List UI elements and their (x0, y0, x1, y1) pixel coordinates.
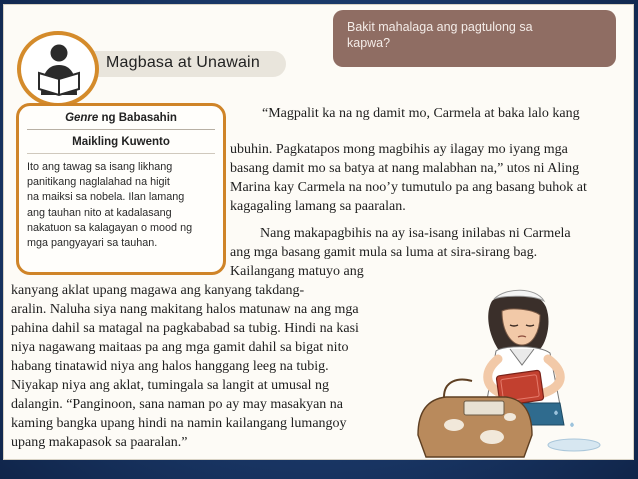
story-line: kanyang aklat upang magawa ang kanyang takdang- (11, 283, 305, 298)
genre-description-line: panitikang naglalahad na higit (27, 176, 170, 189)
story-line: ang mga basang gamit mula sa luma at sira-sirang bag. (230, 245, 538, 260)
story-line: Nang makapagbihis na ay isa-isang inilabas ni Carmela (260, 226, 571, 241)
story-line: basang damit mo sa batya at nang malabhan na,” utos ni Aling (230, 161, 580, 176)
genre-info-box (16, 103, 226, 275)
genre-heading-italic: Genre (65, 112, 99, 124)
story-line: Marina kay Carmela na noo’y tumutulo pa ang basang buhok at (230, 180, 587, 195)
story-line: kaming bangka upang hindi na namin kailangang lumangoy (11, 416, 347, 431)
story-line: habang tinatawid niya ang halos hanggang leeg na tubig. (11, 359, 329, 374)
genre-heading (27, 112, 215, 130)
reading-person-icon (33, 43, 85, 99)
story-line: “Magpalit ka na ng damit mo, Carmela at baka lalo kang (262, 106, 580, 121)
story-line: ubuhin. Pagkatapos mong magbihis ay ilagay mo iyang mga (230, 142, 568, 157)
story-line: aralin. Naluha siya nang makitang halos matunaw na ang mga (11, 302, 359, 317)
story-line: upang makapasok sa paaralan.” (11, 435, 188, 450)
guide-question-box (333, 10, 616, 67)
genre-description-line: mga pangyayari sa tauhan. (27, 237, 158, 250)
genre-description-line: nakatuon sa kalagayan o mood ng (27, 221, 193, 234)
reader-badge (17, 31, 99, 107)
section-header (90, 51, 286, 77)
genre-heading-rest: ng Babasahin (98, 112, 177, 124)
girl-with-wet-book-illustration (414, 285, 604, 460)
guide-question-line-1: Bakit mahalaga ang pagtulong sa (347, 20, 533, 34)
guide-question-line-2: kapwa? (347, 36, 391, 50)
story-line: Kailangang matuyo ang (230, 264, 364, 279)
genre-description-line: ang tauhan nito at kadalasang (27, 206, 172, 219)
genre-description-line: Ito ang tawag sa isang likhang (27, 161, 173, 173)
textbook-page (3, 4, 634, 460)
story-line: Niyakap niya ang aklat, tumingala sa langit at umusal ng (11, 378, 330, 393)
story-line: pahina dahil sa matagal na pagkababad sa tubig. Hindi na kasi (11, 321, 359, 336)
story-line: niya nagawang maitaas pa ang mga gamit dahil sa bigat nito (11, 340, 349, 355)
story-line: dalangin. “Panginoon, sana naman po ay may masakyan na (11, 397, 344, 412)
genre-type: Maikling Kuwento (27, 130, 215, 154)
genre-description-line: na maiksi sa nobela. Ilan lamang (27, 191, 185, 204)
story-line: kagagaling lamang sa paaralan. (230, 199, 406, 214)
section-title: Magbasa at Unawain (106, 54, 260, 71)
genre-description (27, 160, 215, 251)
